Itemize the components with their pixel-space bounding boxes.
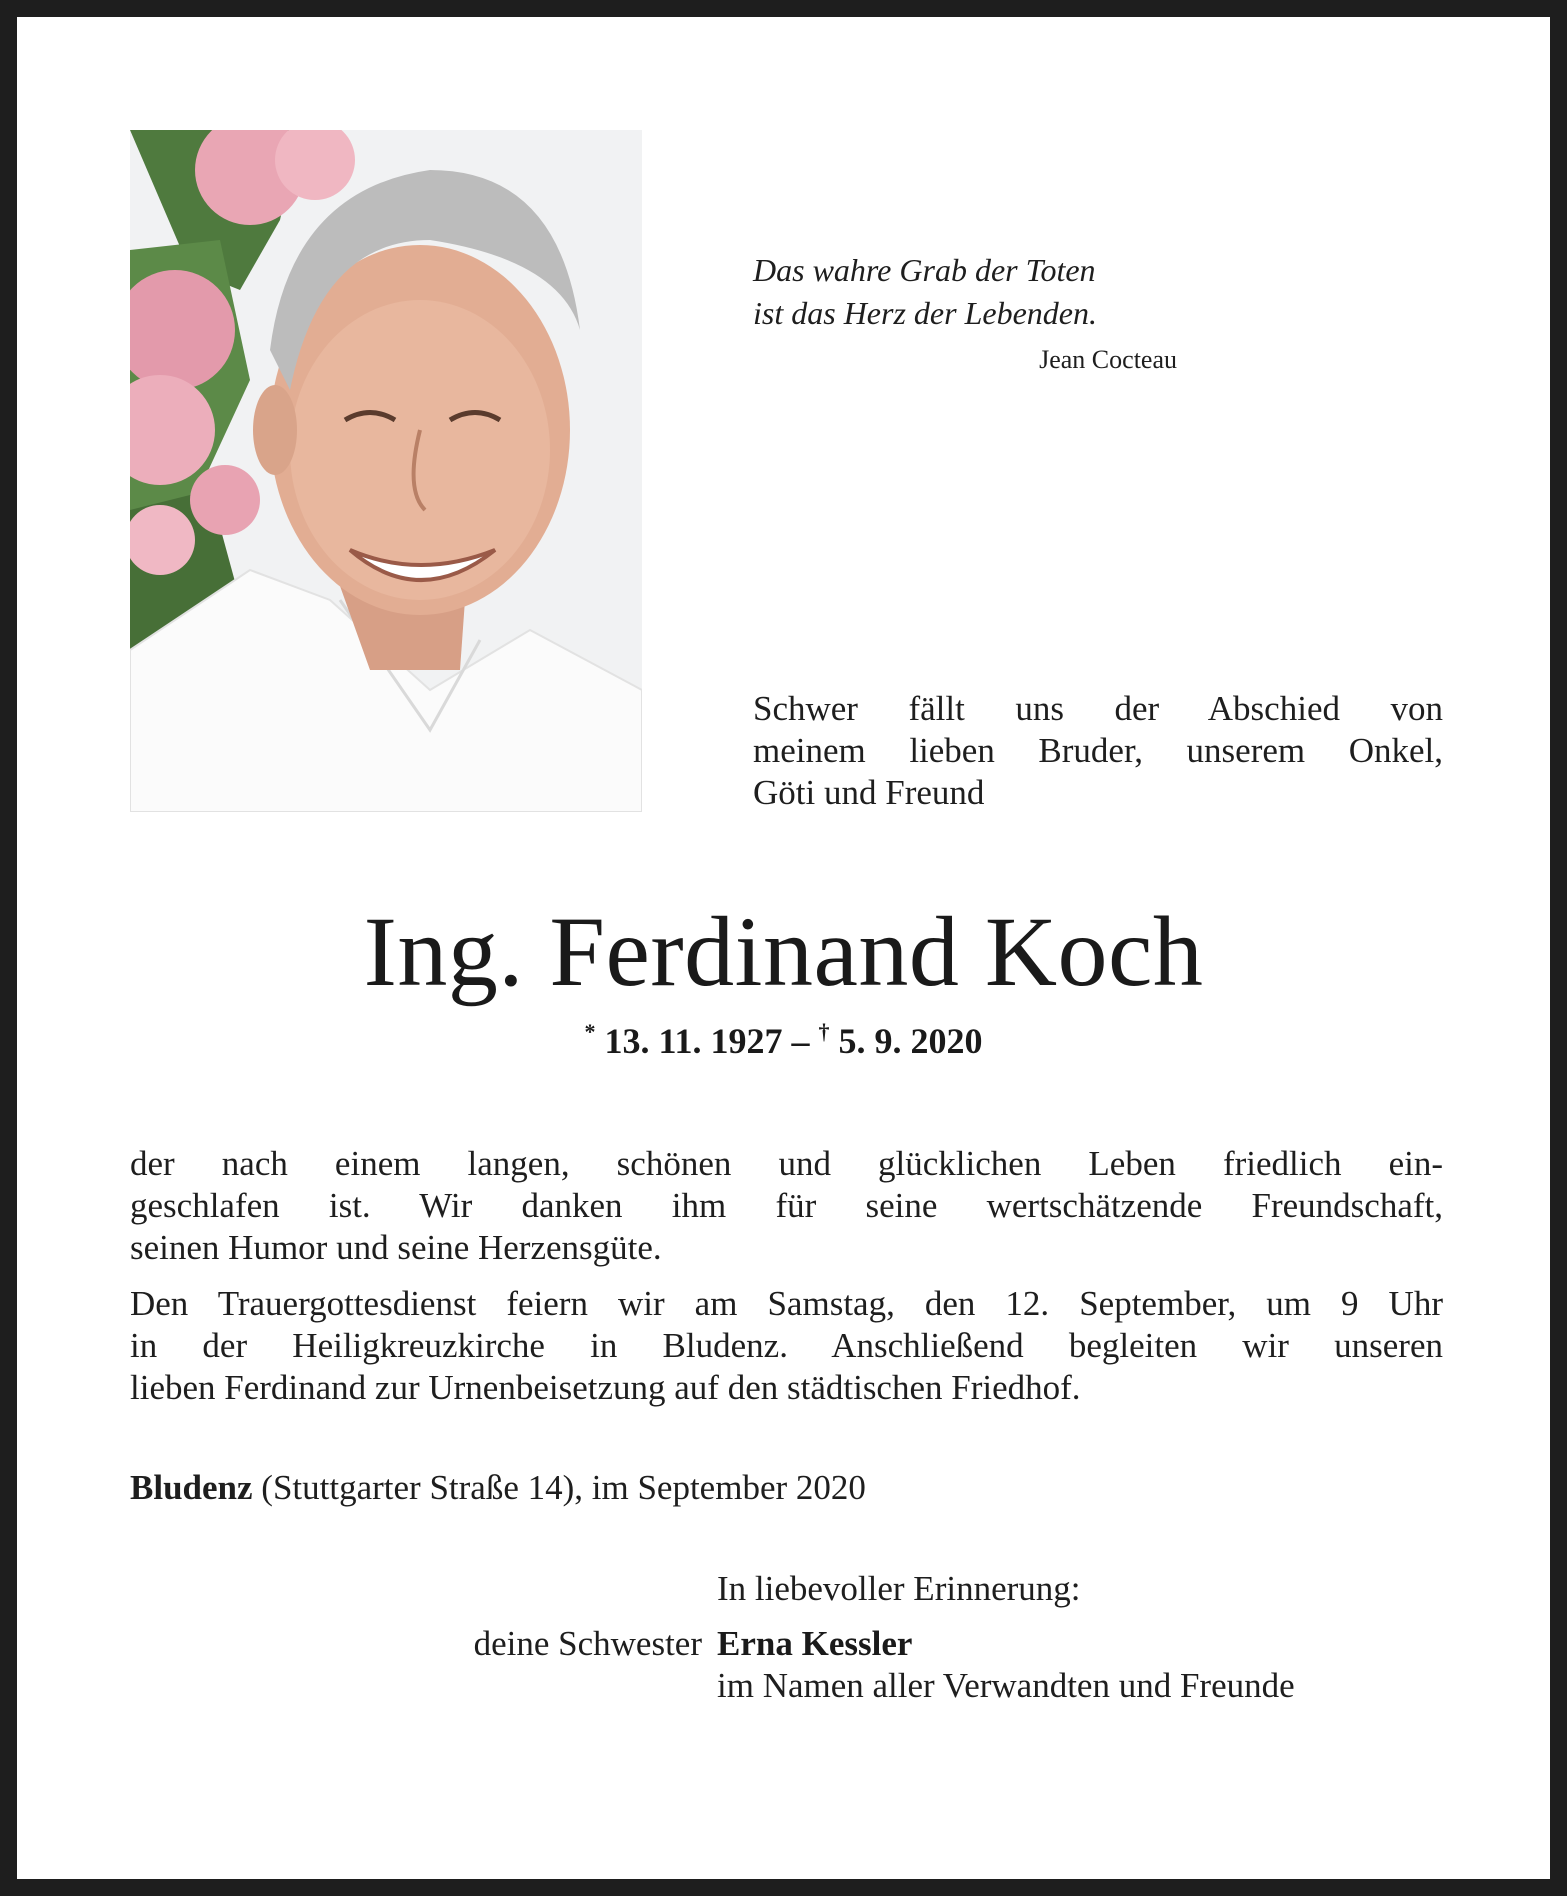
- intro-line: Göti und Freund: [753, 773, 985, 812]
- signature-name: Erna Kessler: [717, 1624, 913, 1663]
- paragraph-line: geschlafen ist. Wir danken ihm für seine wertschätzende Freundschaft,: [130, 1186, 1443, 1225]
- place-city: Bludenz: [130, 1468, 253, 1507]
- death-symbol: †: [818, 1019, 830, 1044]
- signature-relation: deine Schwester: [473, 1624, 702, 1663]
- paragraph-service: [130, 1283, 1443, 1409]
- paragraph-farewell: [130, 1143, 1443, 1269]
- obituary-card: [17, 17, 1550, 1879]
- signature-heading: In liebevoller Erinnerung:: [717, 1569, 1081, 1608]
- portrait-illustration: [130, 130, 642, 812]
- date-separator: –: [791, 1021, 810, 1061]
- quote-author: Jean Cocteau: [1039, 345, 1177, 374]
- paragraph-line: in der Heiligkreuzkirche in Bludenz. Anschließend begleiten wir unseren: [130, 1326, 1443, 1365]
- death-date: 5. 9. 2020: [838, 1021, 983, 1061]
- portrait-photo: [130, 130, 642, 812]
- birth-symbol: *: [584, 1019, 596, 1044]
- quote-line: Das wahre Grab der Toten: [753, 252, 1096, 288]
- intro-text: [753, 688, 1443, 814]
- signature-closing: im Namen aller Verwandten und Freunde: [717, 1666, 1295, 1705]
- intro-line: Schwer fällt uns der Abschied von: [753, 689, 1443, 728]
- place-and-date: [130, 1468, 866, 1508]
- paragraph-line: Den Trauergottesdienst feiern wir am Samstag, den 12. September, um 9 Uhr: [130, 1284, 1443, 1323]
- intro-line: meinem lieben Bruder, unserem Onkel,: [753, 731, 1443, 770]
- life-dates: [17, 1019, 1550, 1062]
- place-details: (Stuttgarter Straße 14), im September 2020: [252, 1468, 866, 1507]
- memorial-quote: [753, 249, 1097, 335]
- birth-date: 13. 11. 1927: [604, 1021, 783, 1061]
- quote-line: ist das Herz der Lebenden.: [753, 295, 1097, 331]
- paragraph-line: lieben Ferdinand zur Urnenbeisetzung auf den städtischen Friedhof.: [130, 1368, 1081, 1407]
- paragraph-line: seinen Humor und seine Herzensgüte.: [130, 1228, 662, 1267]
- deceased-name: Ing. Ferdinand Koch: [363, 896, 1204, 1007]
- paragraph-line: der nach einem langen, schönen und glücklichen Leben friedlich ein-: [130, 1144, 1443, 1183]
